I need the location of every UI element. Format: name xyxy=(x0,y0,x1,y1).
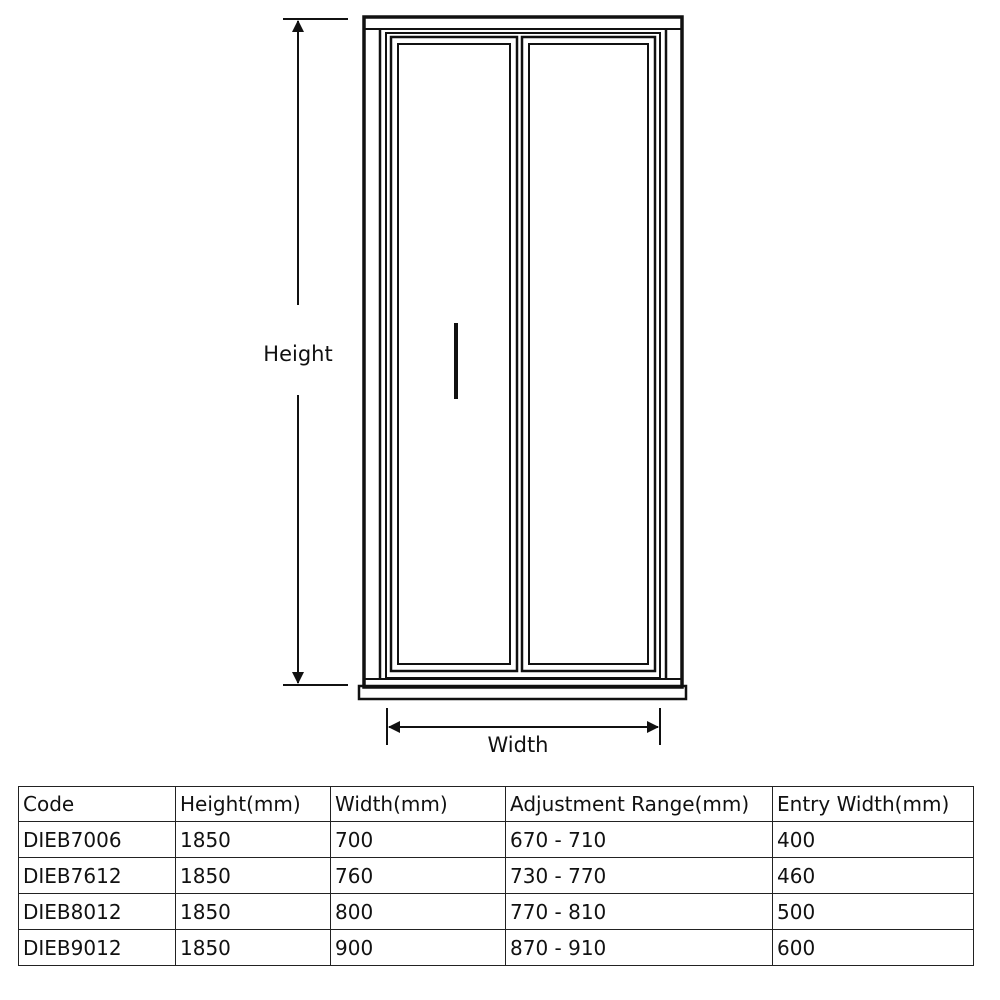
cell-code: DIEB9012 xyxy=(19,930,176,966)
cell-height: 1850 xyxy=(176,930,331,966)
cell-entry-width: 600 xyxy=(773,930,974,966)
cell-width: 800 xyxy=(331,894,506,930)
header-entry-width: Entry Width(mm) xyxy=(773,787,974,822)
cell-entry-width: 500 xyxy=(773,894,974,930)
right-panel-glass xyxy=(529,44,648,664)
cell-width: 700 xyxy=(331,822,506,858)
cell-code: DIEB7006 xyxy=(19,822,176,858)
cell-adjustment-range: 670 - 710 xyxy=(506,822,773,858)
header-code: Code xyxy=(19,787,176,822)
width-dimension xyxy=(387,708,660,757)
door-handle xyxy=(454,323,458,399)
header-adjustment-range: Adjustment Range(mm) xyxy=(506,787,773,822)
cell-code: DIEB8012 xyxy=(19,894,176,930)
table-row xyxy=(19,858,974,894)
cell-height: 1850 xyxy=(176,822,331,858)
table-row xyxy=(19,894,974,930)
cell-entry-width: 400 xyxy=(773,822,974,858)
table-row xyxy=(19,822,974,858)
cell-height: 1850 xyxy=(176,894,331,930)
cell-entry-width: 460 xyxy=(773,858,974,894)
cell-width: 900 xyxy=(331,930,506,966)
header-width: Width(mm) xyxy=(331,787,506,822)
cell-adjustment-range: 770 - 810 xyxy=(506,894,773,930)
cell-width: 760 xyxy=(331,858,506,894)
right-door-panel xyxy=(522,37,655,671)
table-row xyxy=(19,930,974,966)
height-label: Height xyxy=(263,342,333,366)
header-height: Height(mm) xyxy=(176,787,331,822)
cell-adjustment-range: 730 - 770 xyxy=(506,858,773,894)
height-dimension xyxy=(263,19,348,685)
door-frame xyxy=(359,17,686,699)
cell-height: 1850 xyxy=(176,858,331,894)
cell-adjustment-range: 870 - 910 xyxy=(506,930,773,966)
cell-code: DIEB7612 xyxy=(19,858,176,894)
specification-table xyxy=(18,786,974,966)
table-header-row xyxy=(19,787,974,822)
width-label: Width xyxy=(487,733,549,757)
frame-top-rail xyxy=(364,17,682,29)
